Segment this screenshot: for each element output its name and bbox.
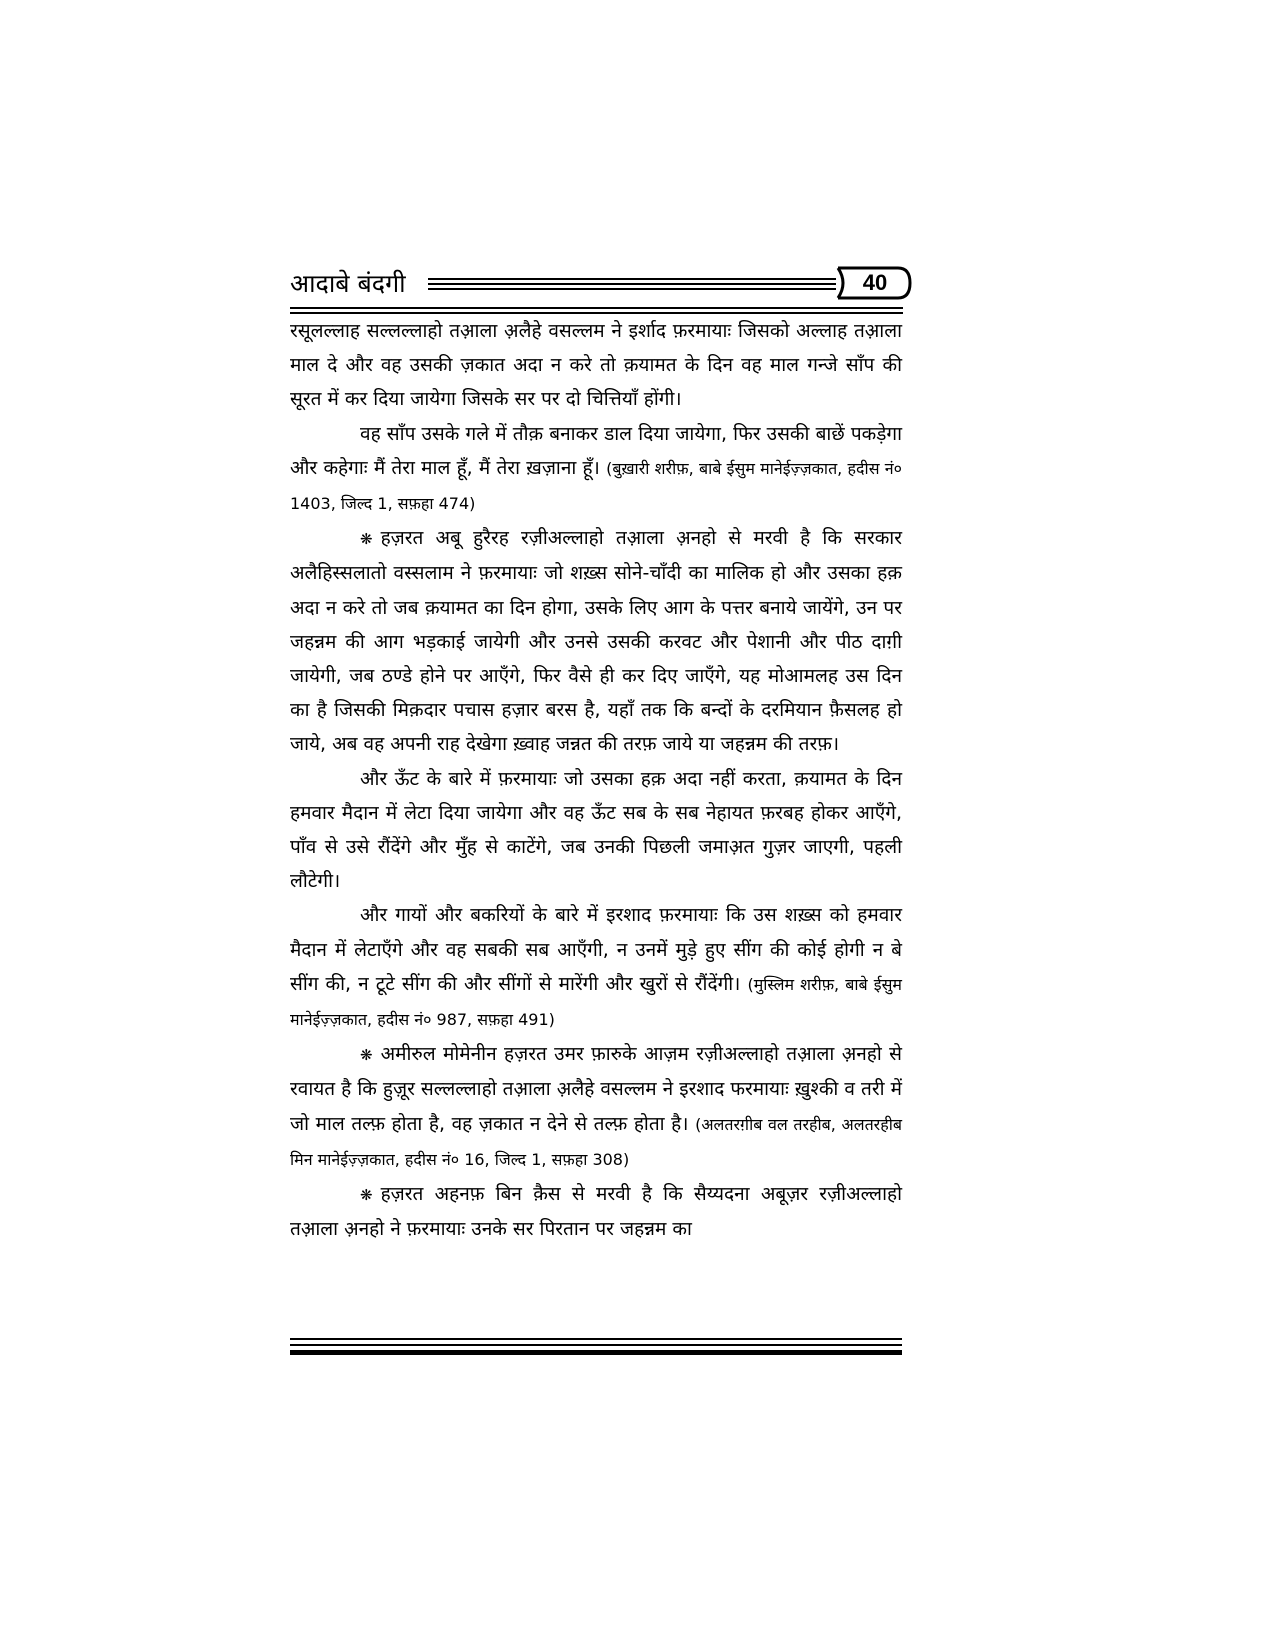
asterism-icon: ❋ — [360, 1046, 373, 1065]
paragraph — [290, 1177, 902, 1246]
citation: (मुस्लिम शरीफ़, बाबे ईसुम मानेईज़्ज़कात, हदीस नं० 987, सफ़हा 491) — [290, 974, 902, 1030]
page-number-badge — [824, 266, 912, 300]
paragraph-text: और गायों और बकरियों के बारे में इरशाद फ़रमायाः कि उस शख़्स को हमवार मैदान में लेटाएँगे और वह सबकी सब आएँगी, न उनमें मुड़े हुए सींग की कोई होगी न बे सींग की, न टूटे सींग की और सींगों से मारेंगी और खुरों से रौंदेंगी। — [290, 904, 902, 995]
page-body — [290, 314, 902, 1246]
paragraph-text: हज़रत अबू हुरैरह रज़ीअल्लाहो तआ़ला अ़नहो से मरवी है कि सरकार अलैहिस्सलातो वस्सलाम ने फ़रमायाः जो शख़्स सोने-चाँदी का मालिक हो और उसका हक़ अदा न करे तो जब क़यामत का दिन होगा, उसके लिए आग के पत्तर बनाये जायेंगे, उन पर जहन्नम की आग भड़काई जायेगी और उनसे उसकी करवट और पेशानी और पीठ दाग़ी जायेगी, जब ठण्डे होने पर आएँगे, फिर वैसे ही कर दिए जाएँगे, यह मोआमलह उस दिन का है जिसकी मिक़दार पचास हज़ार बरस है, यहाँ तक कि बन्दों के दरमियान फ़ैसलह हो जाये, अब वह अपनी राह देखेगा ख़्वाह जन्नत की तरफ़ जाये या जहन्नम की तरफ़। — [290, 527, 902, 756]
paragraph-text: वह साँप उसके गले में तौक़ बनाकर डाल दिया जायेगा, फिर उसकी बाछें पकड़ेगा और कहेगाः मैं तेरा माल हूँ, मैं तेरा ख़ज़ाना हूँ। — [290, 422, 902, 479]
paragraph — [290, 1037, 902, 1177]
book-title: आदाबे बंदगी — [290, 269, 406, 298]
paragraph — [290, 417, 902, 522]
paragraph-text: और ऊँट के बारे में फ़रमायाः जो उसका हक़ अदा नहीं करता, क़यामत के दिन हमवार मैदान में लेटा दिया जायेगा और वह ऊँट सब के सब नेहायत फ़रबह होकर आएँगे, पाँव से उसे रौंदेंगे और मुँह से काटेंगे, जब उनकी पिछली जमाअ़त गुज़र जाएगी, पहली लौटेगी। — [290, 767, 902, 893]
citation: (बुख़ारी शरीफ़, बाबे ईसुम मानेईज़्ज़कात, हदीस नं० 1403, जिल्द 1, सफ़हा 474) — [290, 458, 902, 514]
asterism-icon: ❋ — [360, 1186, 373, 1205]
paragraph-text: अमीरुल मोमेनीन हज़रत उमर फ़ारुके आज़म रज़ीअल्लाहो तआ़ला अ़नहो से रवायत है कि हुज़ूर सल्लल्लाहो तआ़ला अ़लैहे वसल्लम ने इरशाद फरमायाः ख़ुश्की व तरी में जो माल तल्फ़ होता है, वह ज़कात न देने से तल्फ़ होता है। — [290, 1043, 902, 1135]
asterism-icon: ❋ — [360, 530, 373, 549]
page-number: 40 — [862, 270, 888, 295]
paragraph — [290, 314, 902, 417]
footer-divider — [290, 1338, 902, 1358]
paragraph — [290, 898, 902, 1037]
paragraph — [290, 521, 902, 761]
header-rule-lines — [428, 278, 836, 292]
citation: (अलतरग़ीब वल तरहीब, अलतरहीब मिन मानेईज़्ज़कात, हदीस नं० 16, जिल्द 1, सफ़हा 308) — [290, 1114, 903, 1169]
paragraph-text: रसूलल्लाह सल्लल्लाहो तआ़ला अ़लैहे वसल्लम ने इर्शाद फ़रमायाः जिसको अल्लाह तआ़ला माल दे और वह उसकी ज़कात अदा न करे तो क़यामत के दिन वह माल गन्जे साँप की सूरत में कर दिया जायेगा जिसके सर पर दो चित्तियाँ होंगी। — [290, 320, 902, 411]
page-header — [290, 266, 910, 306]
paragraph-text: हज़रत अहनफ़ बिन क़ैस से मरवी है कि सैय्यदना अबूज़र रज़ीअल्लाहो तआ़ला अ़नहो ने फ़रमायाः उनके सर पिरतान पर जहन्नम का — [290, 1183, 902, 1241]
paragraph — [290, 762, 902, 899]
